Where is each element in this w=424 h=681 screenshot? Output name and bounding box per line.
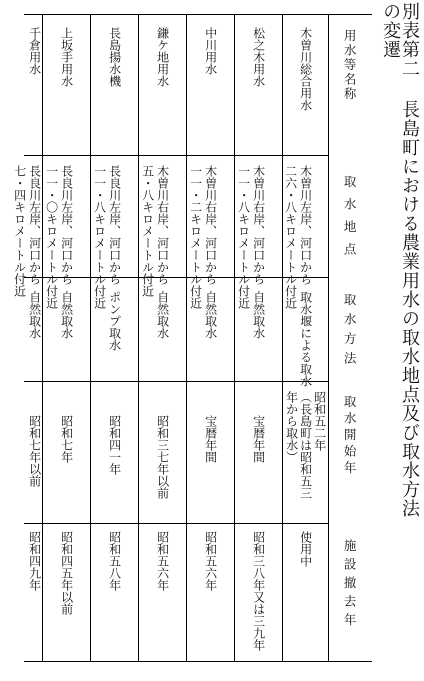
header-point: 取水地点: [342, 175, 358, 265]
point-line: 木曽川左岸、河口から: [298, 165, 313, 285]
header-name: 用水等名称: [342, 29, 358, 102]
table-row: [282, 15, 328, 661]
point-line: 七・四キロメートル付近: [12, 165, 27, 297]
start-line: 宝暦年間: [203, 415, 218, 463]
start-line: 宝暦年間: [251, 415, 266, 463]
method-cell: 自然取水: [155, 291, 170, 339]
header-start: 取水開始年: [342, 395, 358, 478]
method-cell: ポンプ取水: [107, 291, 122, 351]
point-line: 木曽川右岸、河口から: [203, 165, 218, 285]
table-row: [0, 15, 42, 661]
start-line: 昭和三七年以前: [155, 415, 170, 499]
water-intake-table: [12, 14, 372, 662]
table-row: [234, 15, 282, 661]
table-row: [90, 15, 138, 661]
point-line: 一一・八キロメートル付近: [236, 165, 251, 309]
name-cell: 長島揚水機: [107, 27, 122, 87]
end-cell: 昭和四五年以前: [59, 531, 74, 615]
name-cell: 鎌ケ地用水: [155, 27, 170, 87]
point-line: 一一・八キロメートル付近: [92, 165, 107, 309]
end-cell: 昭和四九年: [27, 531, 42, 591]
method-cell: 取水堰による取水: [298, 291, 313, 387]
point-line: 一一・〇キロメートル付近: [44, 165, 59, 309]
table-row: [138, 15, 186, 661]
name-cell: 中川用水: [203, 27, 218, 75]
table-row: [42, 15, 90, 661]
point-line: 一一・二キロメートル付近: [188, 165, 203, 309]
end-cell: 昭和五八年: [107, 531, 122, 591]
table-row: [186, 15, 234, 661]
start-line: 年から取水）: [284, 391, 299, 463]
name-cell: 木曽川総合用水: [298, 27, 313, 111]
name-cell: 上坂手用水: [59, 27, 74, 87]
point-line: 長良川左岸、河口から: [27, 165, 42, 285]
name-cell: 千倉用水: [27, 27, 42, 75]
start-line: 昭和五二年: [312, 391, 327, 451]
end-cell: 昭和五六年: [203, 531, 218, 591]
start-line: 昭和七年: [59, 415, 74, 463]
method-cell: 自然取水: [59, 291, 74, 339]
name-cell: 松之木用水: [251, 27, 266, 87]
end-cell: 昭和五六年: [155, 531, 170, 591]
start-line: （長島町は昭和五三: [298, 391, 313, 499]
point-line: 長良川左岸、河口から: [59, 165, 74, 285]
header-end: 施設撤去年: [342, 539, 358, 632]
point-line: 木曽川右岸、河口から: [155, 165, 170, 285]
page-title: 別表第二 長島町における農業用水の取水地点及び取水方法の変遷: [380, 2, 420, 518]
method-cell: 自然取水: [251, 291, 266, 339]
end-cell: 昭和三八年又は三九年: [251, 531, 266, 651]
method-cell: 自然取水: [203, 291, 218, 339]
header-method: 取水方法: [342, 293, 358, 371]
point-line: 五・八キロメートル付近: [140, 165, 155, 297]
header-column: [328, 15, 372, 661]
point-line: 二六・八キロメートル付近: [283, 165, 298, 309]
start-line: 昭和七年以前: [27, 415, 42, 487]
point-line: 長良川左岸、河口から: [107, 165, 122, 285]
end-cell: 使用中: [298, 531, 313, 567]
method-cell: 自然取水: [27, 291, 42, 339]
start-line: 昭和四一年: [107, 415, 122, 475]
point-line: 木曽川右岸、河口から: [251, 165, 266, 285]
